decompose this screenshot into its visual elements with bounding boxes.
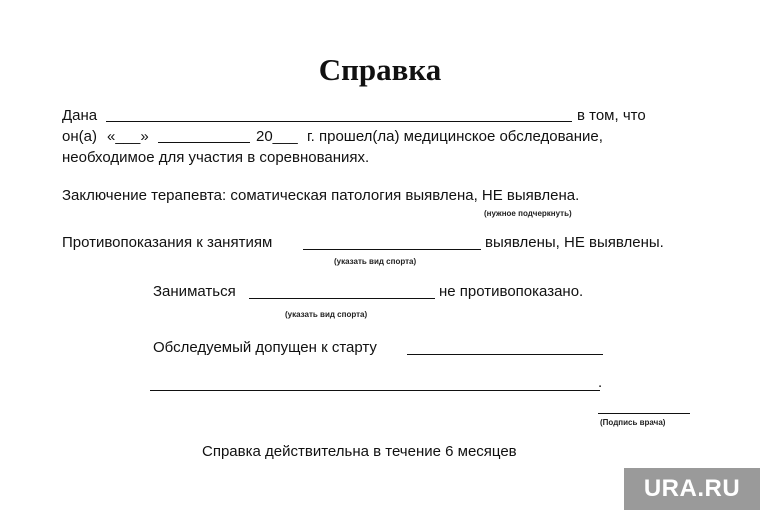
- admitted-field-2[interactable]: [150, 390, 600, 391]
- contraindications-hint: (указать вид спорта): [334, 257, 417, 266]
- validity-note: Справка действительна в течение 6 месяцев: [202, 443, 517, 460]
- line2-suffix: г. прошел(ла) медицинское обследование,: [307, 128, 603, 145]
- line2-prefix: он(а): [62, 128, 97, 145]
- permitted-label: Заниматься: [153, 283, 236, 300]
- admitted-period: .: [598, 374, 603, 391]
- permitted-sport-field[interactable]: [249, 298, 435, 299]
- permitted-hint: (указать вид спорта): [285, 310, 368, 319]
- admitted-field-1[interactable]: [407, 354, 603, 355]
- issued-to-label: Дана: [62, 107, 98, 124]
- line3-text: необходимое для участия в соревнованиях.: [62, 149, 370, 166]
- admitted-label: Обследуемый допущен к старту: [153, 339, 377, 356]
- contraindications-suffix: выявлены, НЕ выявлены.: [485, 234, 664, 251]
- issued-to-field[interactable]: [106, 121, 572, 122]
- ura-watermark-logo: [624, 468, 760, 510]
- page-title: Справка: [318, 52, 442, 87]
- contraindications-sport-field[interactable]: [303, 249, 481, 250]
- date-day-field[interactable]: «___»: [107, 128, 149, 145]
- permitted-suffix: не противопоказано.: [439, 283, 584, 300]
- therapist-hint: (нужное подчеркнуть): [484, 209, 572, 218]
- signature-field[interactable]: [598, 413, 690, 414]
- signature-hint: (Подпись врача): [600, 418, 666, 427]
- date-month-field[interactable]: [158, 142, 250, 143]
- contraindications-label: Противопоказания к занятиям: [62, 234, 273, 251]
- watermark-text: URA.RU: [643, 475, 741, 502]
- line1-suffix: в том, что: [577, 107, 646, 124]
- therapist-conclusion: Заключение терапевта: соматическая патология выявлена, НЕ выявлена.: [62, 187, 580, 204]
- date-year-field[interactable]: 20___: [256, 128, 298, 145]
